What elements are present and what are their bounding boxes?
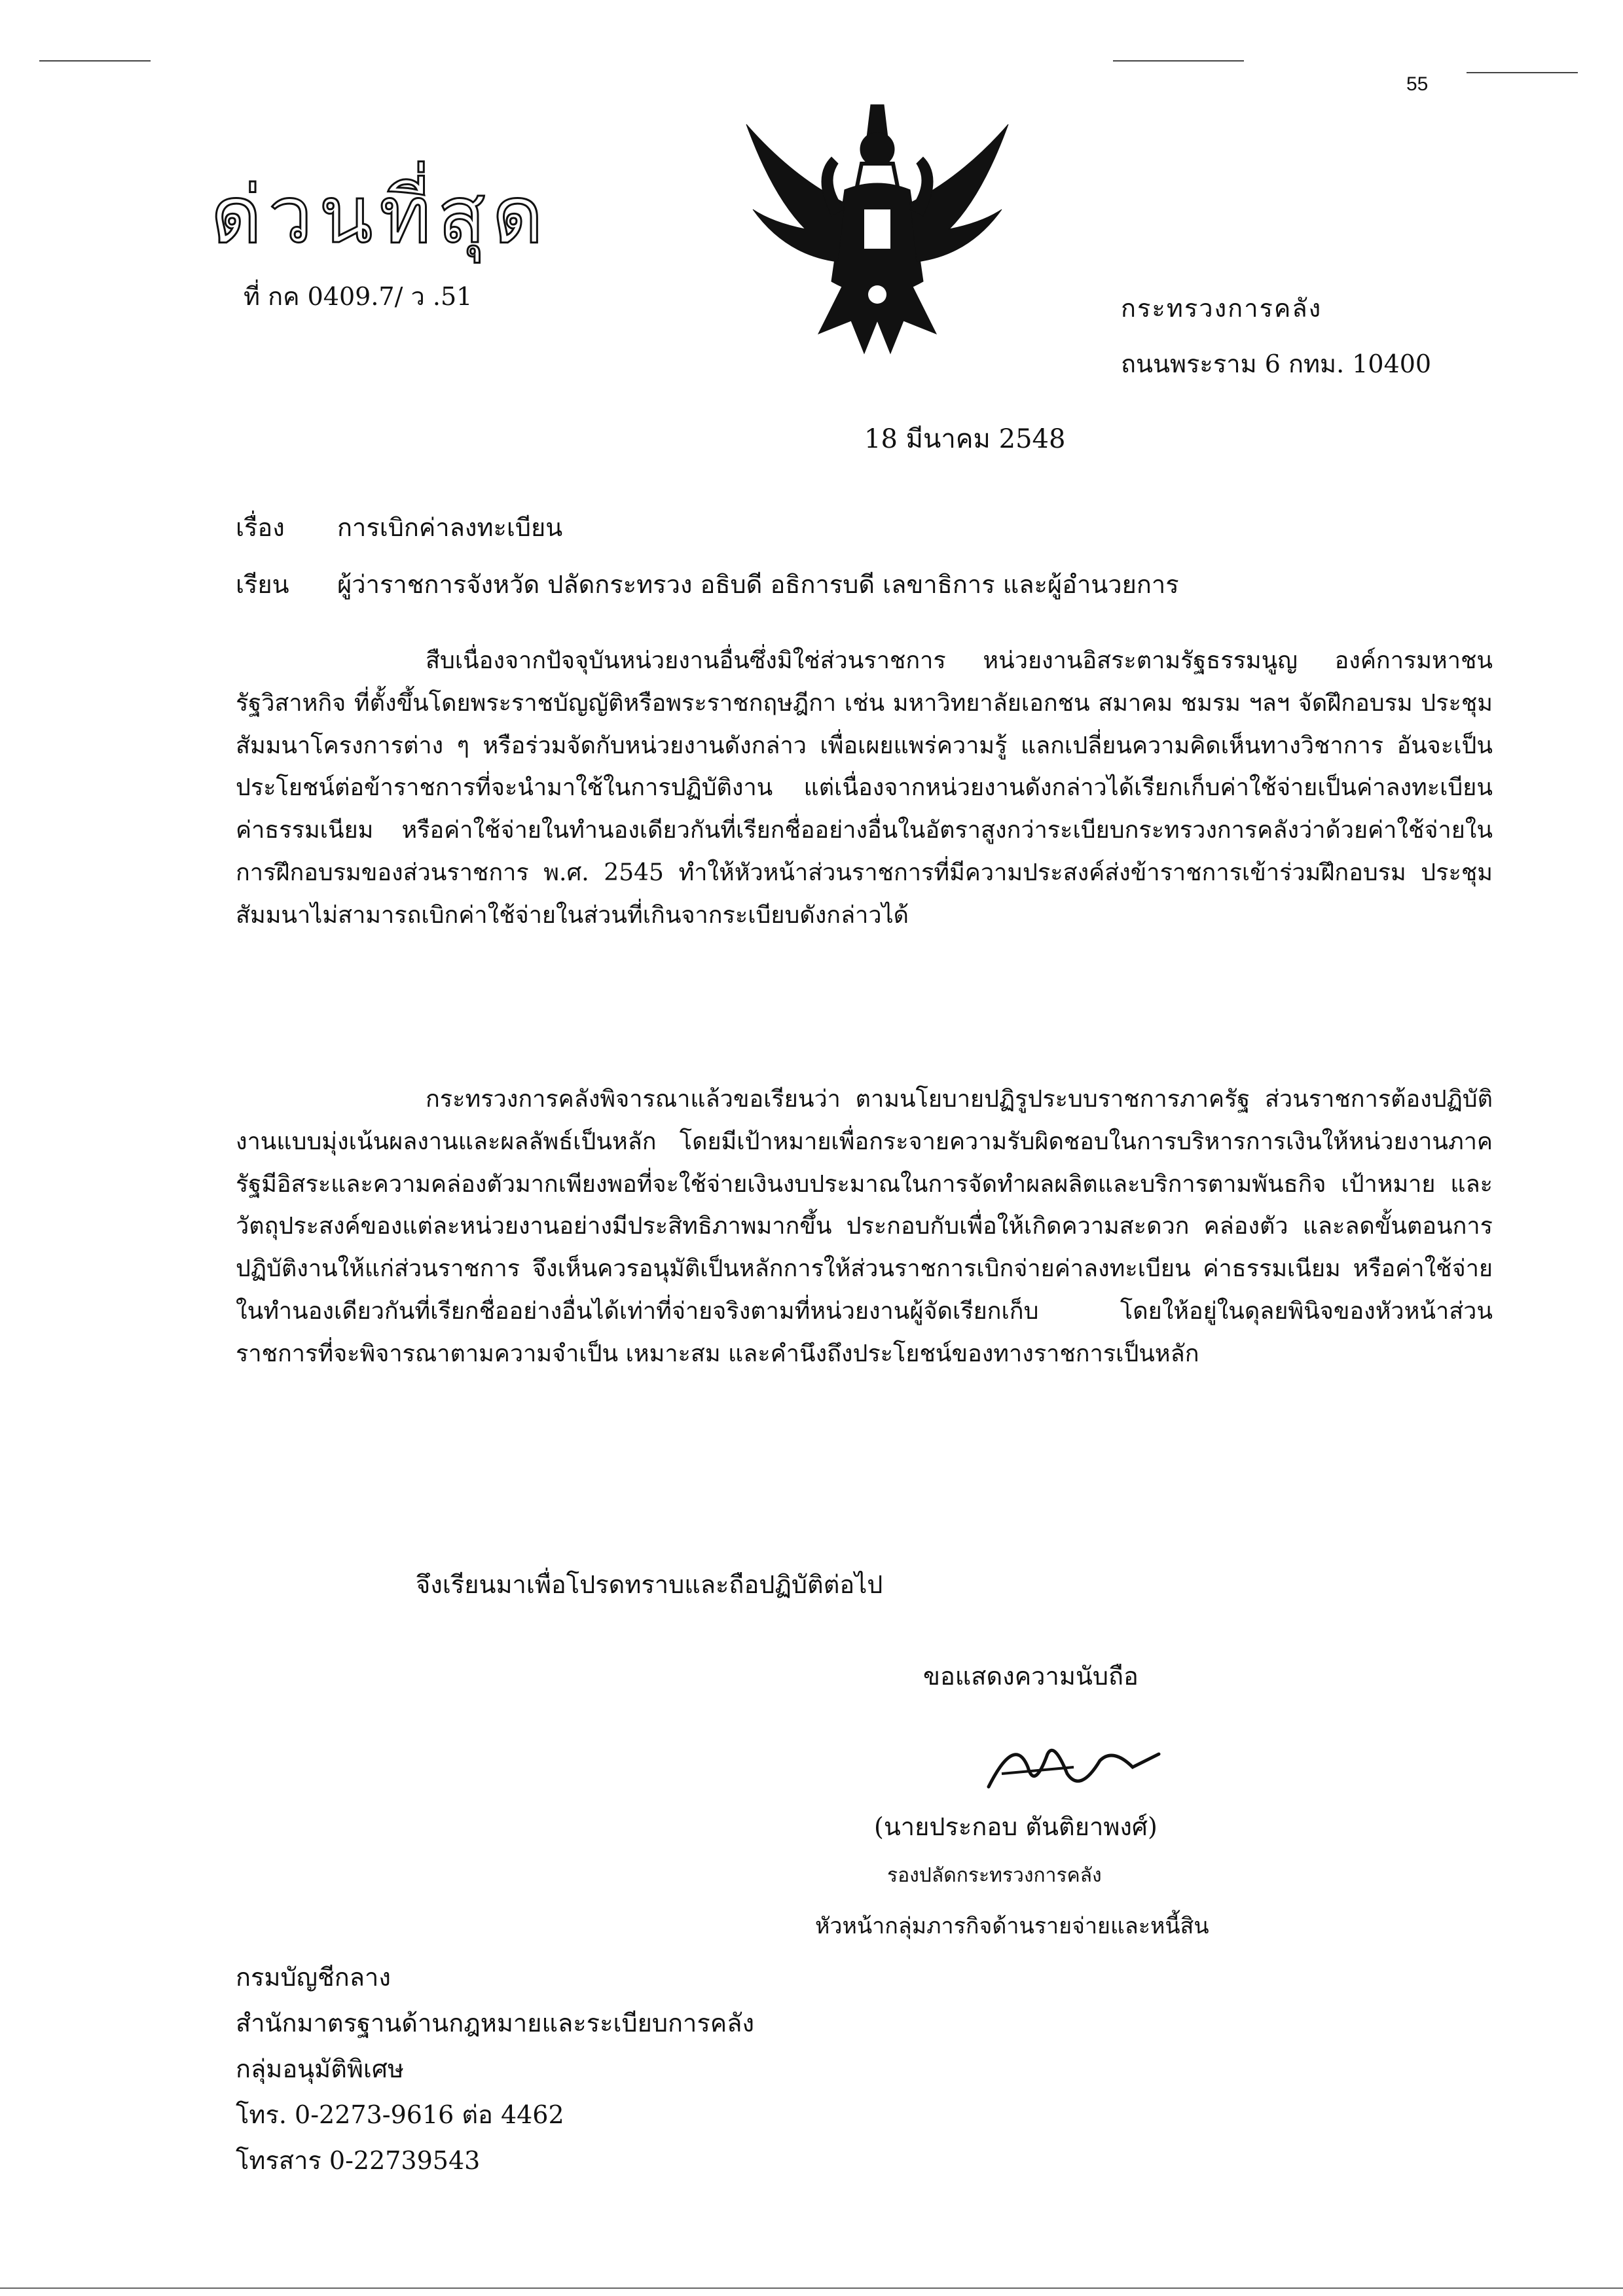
urgency-stamp: ด่วนที่สุด [211, 170, 550, 261]
body-paragraph-1: สืบเนื่องจากปัจจุบันหน่วยงานอื่นซึ่งมิใช่ส่วนราชการ หน่วยงานอิสระตามรัฐธรรมนูญ องค์การมหาชน รัฐวิสาหกิจ ที่ตั้งขึ้นโดยพระราชบัญญัติหรือพระราชกฤษฎีกา เช่น มหาวิทยาลัยเอกชน สมาคม ชมรม ฯลฯ จัดฝึกอบรม ประชุม สัมมนาโครงการต่าง ๆ หรือร่วมจัดกับหน่วยงานดังกล่าว เพื่อเผยแพร่ความรู้ แลกเปลี่ยนความคิดเห็นทางวิชาการ อันจะเป็นประโยชน์ต่อข้าราชการที่จะนำมาใช้ในการปฏิบัติงาน แต่เนื่องจากหน่วยงานดังกล่าวได้เรียกเก็บค่าใช้จ่ายเป็นค่าลงทะเบียน ค่าธรรมเนียม หรือค่าใช้จ่ายในทำนองเดียวกันที่เรียกชื่ออย่างอื่นในอัตราสูงกว่าระเบียบกระทรวงการคลังว่าด้วยค่าใช้จ่ายในการฝึกอบรมของส่วนราชการ พ.ศ. 2545 ทำให้หัวหน้าส่วนราชการที่มีความประสงค์ส่งข้าราชการเข้าร่วมฝึกอบรม ประชุม สัมมนาไม่สามารถเบิกค่าใช้จ่ายในส่วนที่เกินจากระเบียบดังกล่าวได้ [236, 647, 1493, 929]
body-paragraph-2: กระทรวงการคลังพิจารณาแล้วขอเรียนว่า ตามนโยบายปฏิรูประบบราชการภาครัฐ ส่วนราชการต้องปฏิบัติงานแบบมุ่งเน้นผลงานและผลลัพธ์เป็นหลัก โดยมีเป้าหมายเพื่อกระจายความรับผิดชอบในการบริหารการเงินให้หน่วยงานภาครัฐมีอิสระและความคล่องตัวมากเพียงพอที่จะใช้จ่ายเงินงบประมาณในการจัดทำผลผลิตและบริการตามพันธกิจ เป้าหมาย และวัตถุประสงค์ของแต่ละหน่วยงานอย่างมีประสิทธิภาพมากขึ้น ประกอบกับเพื่อให้เกิดความสะดวก คล่องตัว และลดขั้นตอนการปฏิบัติงานให้แก่ส่วนราชการ จึงเห็นควรอนุมัติเป็นหลักการให้ส่วนราชการเบิกจ่ายค่าลงทะเบียน ค่าธรรมเนียม หรือค่าใช้จ่ายในทำนองเดียวกันที่เรียกชื่ออย่างอื่นได้เท่าที่จ่ายจริงตามที่หน่วยงานผู้จัดเรียกเก็บ โดยให้อยู่ในดุลยพินิจของหัวหน้าส่วนราชการที่จะพิจารณาตามความจำเป็น เหมาะสม และคำนึงถึงประโยชน์ของทางราชการเป็นหลัก [236, 1086, 1493, 1367]
scan-mark-top-right [1467, 72, 1578, 73]
contact-department: กรมบัญชีกลาง [236, 1963, 391, 1992]
contact-fax: โทรสาร 0-22739543 [236, 2146, 481, 2175]
scan-mark-bottom [0, 2287, 1623, 2289]
recipient-text: ผู้ว่าราชการจังหวัด ปลัดกระทรวง อธิบดี อธิการบดี เลขาธิการ และผู้อำนวยการ [337, 570, 1179, 599]
document-number: ที่ กค 0409.7/ ว .51 [244, 282, 473, 311]
recipient-label: เรียน [236, 570, 289, 599]
ministry-name: กระทรวงการคลัง [1121, 294, 1322, 323]
garuda-emblem-icon [733, 98, 1021, 360]
signer-position-2: หัวหน้ากลุ่มภารกิจด้านรายจ่ายและหนี้สิน [815, 1913, 1209, 1939]
contact-phone: โทร. 0-2273-9616 ต่อ 4462 [236, 2100, 564, 2129]
subject-label: เรื่อง [236, 513, 285, 542]
signature-icon [976, 1728, 1172, 1806]
contact-group: กลุ่มอนุมัติพิเศษ [236, 2054, 405, 2083]
page-number: 55 [1406, 73, 1429, 95]
closing-line: จึงเรียนมาเพื่อโปรดทราบและถือปฏิบัติต่อไป [416, 1570, 883, 1599]
contact-office: สำนักมาตรฐานด้านกฎหมายและระเบียบการคลัง [236, 2009, 755, 2037]
scan-mark-top-center [1113, 60, 1244, 62]
regards: ขอแสดงความนับถือ [923, 1662, 1139, 1691]
signer-name: (นายประกอบ ตันติยาพงศ์) [874, 1812, 1158, 1841]
subject-text: การเบิกค่าลงทะเบียน [337, 513, 563, 542]
document-date: 18 มีนาคม 2548 [864, 424, 1066, 454]
scan-mark-top-left [39, 60, 151, 62]
ministry-address: ถนนพระราม 6 กทม. 10400 [1121, 350, 1432, 378]
signer-position-1: รองปลัดกระทรวงการคลัง [887, 1864, 1102, 1887]
